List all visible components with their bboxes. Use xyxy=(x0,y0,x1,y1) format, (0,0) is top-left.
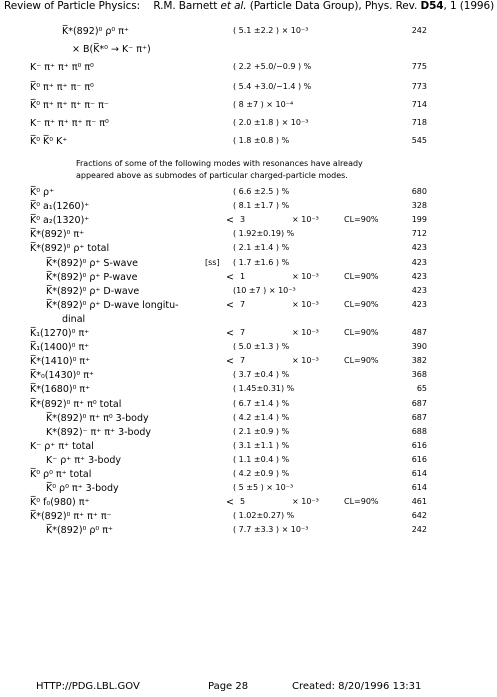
momentum-value: 687 xyxy=(411,398,427,408)
resonance-note: Fractions of some of the following modes with resonances have already appeared above as submodes of particular charged-particle modes. xyxy=(76,159,363,180)
momentum-value: 487 xyxy=(411,328,427,337)
momentum-value: 390 xyxy=(411,342,427,352)
branching-fraction: 7 xyxy=(240,356,246,366)
momentum-value: 461 xyxy=(411,497,427,507)
momentum-value: 616 xyxy=(411,440,427,450)
branching-fraction: 1 xyxy=(240,271,246,281)
footer-url[interactable]: HTTP://PDG.LBL.GOV xyxy=(36,681,140,692)
footer-created: Created: 8/20/1996 13:31 xyxy=(292,681,422,692)
momentum-value: 423 xyxy=(411,285,427,295)
branching-fraction: ( 2.1 ±1.4 ) % xyxy=(233,243,290,253)
upper-limit-sign: < xyxy=(226,299,234,311)
upper-limit-sign: < xyxy=(226,328,234,339)
decay-mode: K*(892)⁻ π⁺ π⁺ 3-body xyxy=(46,426,152,438)
momentum-value: 680 xyxy=(411,187,427,196)
volume: D54 xyxy=(420,0,444,12)
decay-mode: K̅*(892)⁰ ρ⁺ D-wave xyxy=(46,285,140,297)
branching-fraction: 3 xyxy=(240,215,246,225)
confidence-level: CL=90% xyxy=(344,328,379,337)
decay-mode: K̅⁰ ρ⁺ xyxy=(30,187,55,198)
momentum-value: 688 xyxy=(411,426,427,436)
decay-mode: K̅*(892)⁰ π⁺ xyxy=(30,229,85,241)
branching-fraction: 7 xyxy=(240,328,246,337)
branching-fraction: ( 5 ±5 ) × 10⁻³ xyxy=(233,483,294,493)
confidence-level: CL=90% xyxy=(344,299,379,309)
decay-row xyxy=(0,44,497,58)
upper-limit-sign: < xyxy=(226,356,234,368)
fraction-unit: × 10⁻³ xyxy=(292,497,319,507)
decay-row xyxy=(0,328,497,342)
momentum-value: 614 xyxy=(411,483,427,493)
decay-mode: K⁻ ρ⁺ π⁺ total xyxy=(30,440,94,452)
branching-fraction: ( 2.1 ±0.9 ) % xyxy=(233,426,290,436)
branching-fraction: ( 8 ±7 ) × 10⁻⁴ xyxy=(233,100,294,109)
momentum-value: 773 xyxy=(411,82,427,91)
confidence-level: CL=90% xyxy=(344,215,379,225)
fraction-unit: × 10⁻³ xyxy=(292,328,319,337)
decay-mode: K̅*(892)⁰ π⁺ π⁰ total xyxy=(30,398,122,410)
decay-row xyxy=(0,483,497,497)
upper-limit-sign: < xyxy=(226,215,234,227)
decay-mode: dinal xyxy=(62,313,86,325)
momentum-value: 714 xyxy=(411,100,427,109)
momentum-value: 687 xyxy=(411,412,427,422)
fraction-unit: × 10⁻³ xyxy=(292,215,319,225)
decay-mode: K̅*(1680)⁰ π⁺ xyxy=(30,384,91,396)
confidence-level: CL=90% xyxy=(344,356,379,366)
decay-row xyxy=(0,384,497,398)
decay-mode: K̅₁(1400)⁰ π⁺ xyxy=(30,342,90,354)
decay-row xyxy=(0,201,497,215)
momentum-value: 382 xyxy=(411,356,427,366)
decay-mode: K⁻ π⁺ π⁺ π⁰ π⁰ xyxy=(30,62,94,73)
decay-mode: K̅*(892)⁰ π⁺ π⁺ π⁻ xyxy=(30,511,112,523)
decay-mode: K̅₁(1270)⁰ π⁺ xyxy=(30,328,90,339)
fraction-unit: × 10⁻³ xyxy=(292,271,319,281)
branching-fraction: ( 7.7 ±3.3 ) × 10⁻³ xyxy=(233,525,309,535)
decay-mode: K̅⁰ π⁺ π⁺ π⁺ π⁻ π⁻ xyxy=(30,100,109,111)
confidence-level: CL=90% xyxy=(344,497,379,507)
decay-row xyxy=(0,525,497,539)
decay-row xyxy=(0,413,497,427)
decay-row xyxy=(0,399,497,413)
decay-row xyxy=(0,26,497,40)
momentum-value: 718 xyxy=(411,118,427,127)
authors: R.M. Barnett xyxy=(153,0,218,12)
decay-mode: K̅*(892)⁰ ρ⁺ total xyxy=(30,243,110,255)
decay-mode: K⁻ π⁺ π⁺ π⁺ π⁻ π⁰ xyxy=(30,118,109,129)
branching-fraction: ( 5.0 ±1.3 ) % xyxy=(233,342,290,352)
decay-row xyxy=(0,258,497,272)
decay-row xyxy=(0,229,497,243)
decay-mode: K̅⁰ a₁(1260)⁺ xyxy=(30,201,90,213)
decay-mode: K̅*(892)⁰ ρ⁺ P-wave xyxy=(46,271,138,283)
branching-fraction: ( 1.1 ±0.4 ) % xyxy=(233,454,290,464)
momentum-value: 642 xyxy=(411,511,427,521)
branching-fraction: ( 1.7 ±1.6 ) % xyxy=(233,257,290,267)
momentum-value: 614 xyxy=(411,469,427,478)
confidence-level: CL=90% xyxy=(344,271,379,281)
et-al: et al. xyxy=(220,0,247,12)
decay-row xyxy=(0,441,497,455)
group: (Particle Data Group), Phys. Rev. xyxy=(249,0,418,12)
momentum-value: 242 xyxy=(411,26,427,35)
branching-fraction: ( 4.2 ±0.9 ) % xyxy=(233,469,290,478)
momentum-value: 199 xyxy=(411,215,427,225)
fraction-unit: × 10⁻³ xyxy=(292,356,319,366)
decay-row xyxy=(0,136,497,150)
branching-fraction: (10 ±7 ) × 10⁻³ xyxy=(233,285,296,295)
momentum-value: 368 xyxy=(411,370,427,380)
decay-mode: K̅*(892)⁰ ρ⁰ π⁺ xyxy=(62,26,129,37)
footnote-flag: [ss] xyxy=(205,257,220,267)
momentum-value: 616 xyxy=(411,454,427,464)
decay-mode: K̅*(1410)⁰ π⁺ xyxy=(30,356,91,368)
momentum-value: 423 xyxy=(411,257,427,267)
decay-mode: K̅⁰ f₀(980) π⁺ xyxy=(30,497,90,509)
momentum-value: 65 xyxy=(416,384,427,394)
momentum-value: 775 xyxy=(411,62,427,71)
decay-row xyxy=(0,272,497,286)
decay-row xyxy=(0,342,497,356)
branching-fraction: ( 2.0 ±1.8 ) × 10⁻³ xyxy=(233,118,309,127)
decay-row xyxy=(0,118,497,132)
momentum-value: 545 xyxy=(411,136,427,145)
decay-row xyxy=(0,100,497,114)
branching-fraction: ( 8.1 ±1.7 ) % xyxy=(233,201,290,211)
decay-mode: K̅*(892)⁰ ρ⁺ S-wave xyxy=(46,257,138,269)
branching-fraction: ( 5.1 ±2.2 ) × 10⁻³ xyxy=(233,26,309,35)
momentum-value: 423 xyxy=(411,271,427,281)
branching-fraction: ( 1.92±0.19) % xyxy=(233,229,295,239)
decay-row xyxy=(0,370,497,384)
citation-rest: , 1 (1996) xyxy=(443,0,495,12)
decay-mode: K̅⁰ K̅⁰ K⁺ xyxy=(30,136,68,147)
journal-name: Review of Particle Physics: xyxy=(4,0,141,12)
branching-fraction: 7 xyxy=(240,299,246,309)
footer-page: Page 28 xyxy=(208,681,249,692)
momentum-value: 712 xyxy=(411,229,427,239)
branching-fraction: ( 1.8 ±0.8 ) % xyxy=(233,136,290,145)
momentum-value: 242 xyxy=(411,525,427,535)
decay-row xyxy=(0,427,497,441)
decay-row xyxy=(0,455,497,469)
branching-fraction: ( 2.2 +5.0/−0.9 ) % xyxy=(233,62,312,71)
branching-fraction: ( 1.45±0.31) % xyxy=(233,384,295,394)
momentum-value: 423 xyxy=(411,299,427,309)
decay-mode: × B(K̅*⁰ → K⁻ π⁺) xyxy=(72,44,151,55)
decay-row xyxy=(0,62,497,76)
decay-mode: K̅*(892)⁰ ρ⁺ D-wave longitu- xyxy=(46,299,179,311)
decay-row xyxy=(0,356,497,370)
decay-row xyxy=(0,469,497,483)
momentum-value: 328 xyxy=(411,201,427,211)
decay-row xyxy=(0,243,497,257)
decay-row xyxy=(0,215,497,229)
decay-mode: K̅*(892)⁰ π⁺ π⁰ 3-body xyxy=(46,412,149,424)
branching-fraction: ( 4.2 ±1.4 ) % xyxy=(233,412,290,422)
decay-mode: K̅*(892)⁰ ρ⁰ π⁺ xyxy=(46,525,113,537)
decay-row xyxy=(0,511,497,525)
branching-fraction: ( 5.4 +3.0/−1.4 ) % xyxy=(233,82,312,91)
upper-limit-sign: < xyxy=(226,271,234,283)
branching-fraction: ( 3.7 ±0.4 ) % xyxy=(233,370,290,380)
upper-limit-sign: < xyxy=(226,497,234,509)
branching-fraction: ( 6.7 ±1.4 ) % xyxy=(233,398,290,408)
decay-mode: K̅⁰ ρ⁰ π⁺ 3-body xyxy=(46,483,119,495)
decay-mode: K̅*₀(1430)⁰ π⁺ xyxy=(30,370,94,382)
fraction-unit: × 10⁻³ xyxy=(292,299,319,309)
momentum-value: 423 xyxy=(411,243,427,253)
branching-fraction: ( 1.02±0.27) % xyxy=(233,511,295,521)
branching-fraction: ( 6.6 ±2.5 ) % xyxy=(233,187,290,196)
page-header xyxy=(4,0,496,12)
decay-row xyxy=(0,82,497,96)
decay-row xyxy=(0,314,497,328)
decay-row xyxy=(0,286,497,300)
decay-mode: K̅⁰ a₂(1320)⁺ xyxy=(30,215,90,227)
decay-mode: K̅⁰ π⁺ π⁺ π⁻ π⁰ xyxy=(30,82,94,93)
decay-mode: K⁻ ρ⁺ π⁺ 3-body xyxy=(46,454,122,466)
decay-row xyxy=(0,300,497,314)
branching-fraction: 5 xyxy=(240,497,246,507)
decay-row xyxy=(0,497,497,511)
decay-mode: K̅⁰ ρ⁰ π⁺ total xyxy=(30,469,92,480)
branching-fraction: ( 3.1 ±1.1 ) % xyxy=(233,440,290,450)
decay-row xyxy=(0,187,497,201)
